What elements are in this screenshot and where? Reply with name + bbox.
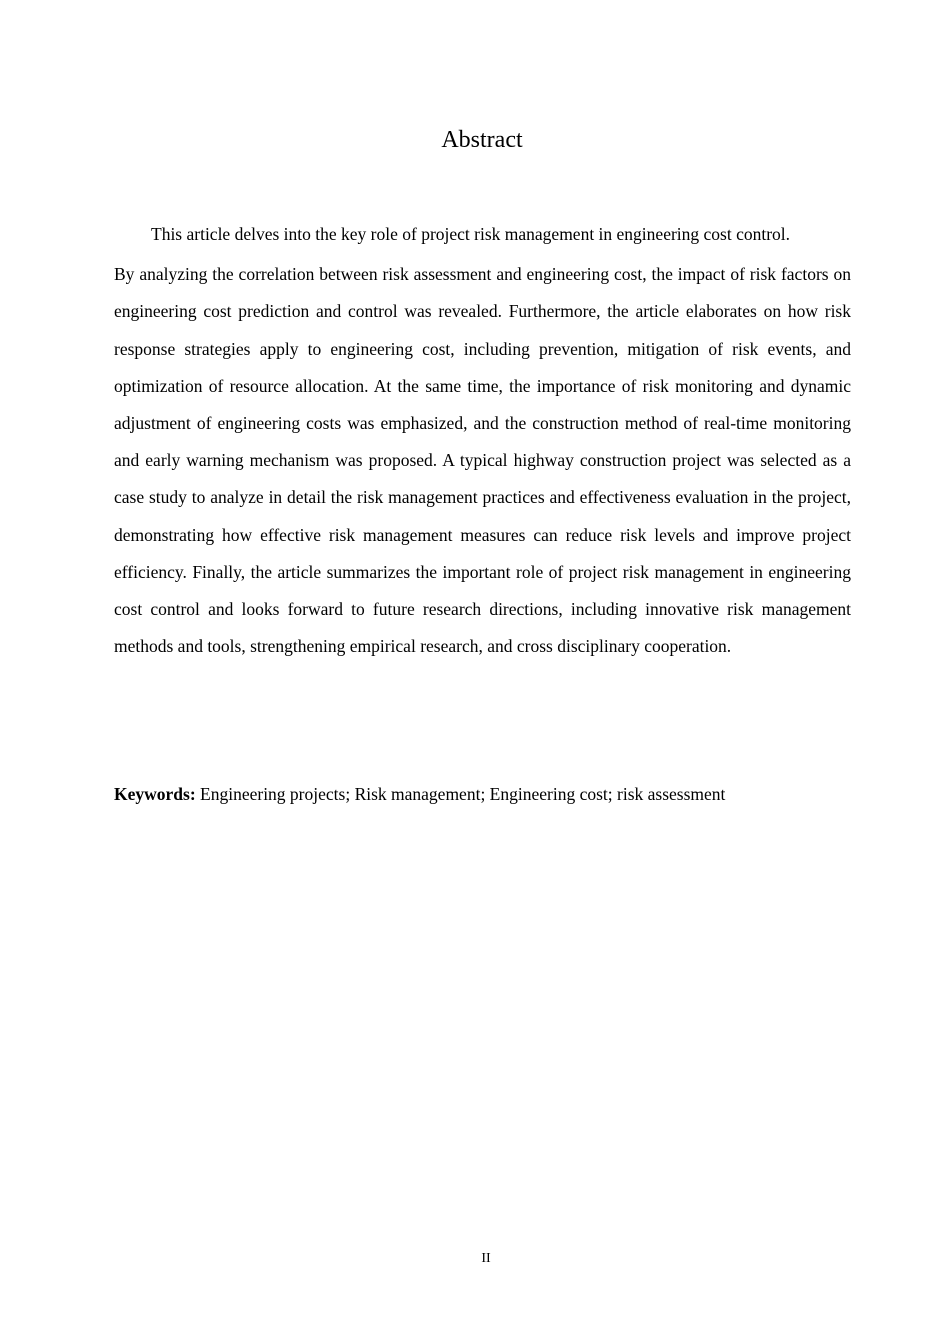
- abstract-paragraph: [114, 216, 851, 665]
- abstract-title: Abstract: [441, 127, 523, 153]
- abstract-first-line: This article delves into the key role of project risk management in engineering cost control.: [151, 224, 791, 244]
- abstract-body-text: By analyzing the correlation between risk assessment and engineering cost, the impact of risk factors on engineering cost prediction and control was revealed. Furthermore, the article elaborates on how risk response strategies apply to engineering cost, including prevention, mitigation of risk events, and optimization of resource allocation. At the same time, the importance of risk monitoring and dynamic adjustment of engineering costs was emphasized, and the construction method of real-time monitoring and early warning mechanism was proposed. A typical highway construction project was selected as a case study to analyze in detail the risk management practices and effectiveness evaluation in the project, demonstrating how effective risk management measures can reduce risk levels and improve project efficiency. Finally, the article summarizes the important role of project risk management in engineering cost control and looks forward to future research directions, including innovative risk management methods and tools, strengthening empirical research, and cross disciplinary cooperation.: [114, 264, 851, 657]
- keywords-label: Keywords:: [114, 784, 196, 804]
- keywords-text: Engineering projects; Risk management; Engineering cost; risk assessment: [200, 784, 726, 804]
- keywords-line: [114, 780, 854, 808]
- page-number: II: [481, 1251, 491, 1266]
